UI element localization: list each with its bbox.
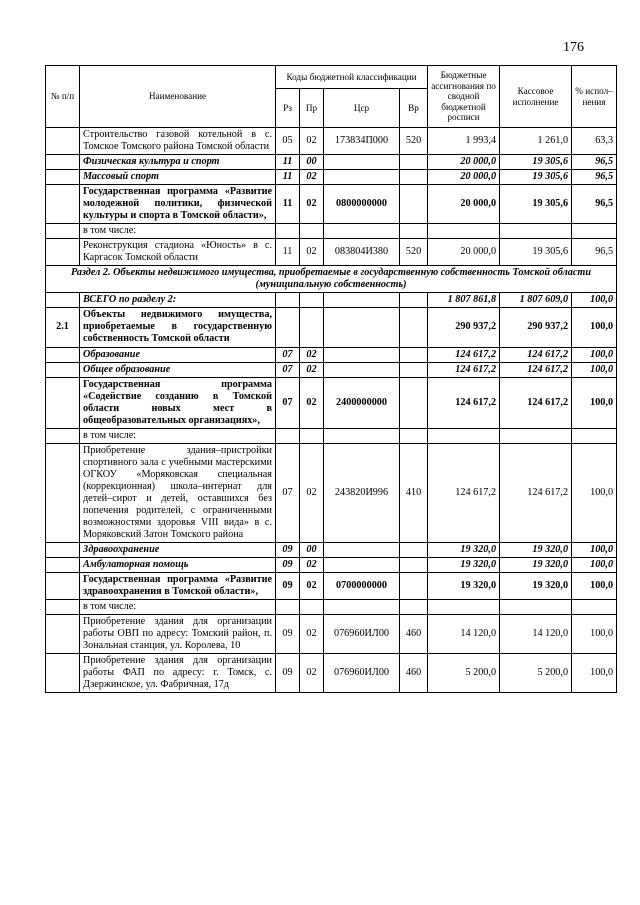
row-rz: 11 — [276, 155, 300, 170]
table-row — [46, 155, 617, 170]
row-name: Образование — [80, 347, 276, 362]
row-pct: 96,5 — [572, 185, 617, 224]
table-row — [46, 428, 617, 443]
row-csr: 076960ИЛ00 — [324, 654, 400, 693]
row-cash: 19 305,6 — [500, 185, 572, 224]
table-row — [46, 170, 617, 185]
row-assign: 124 617,2 — [428, 443, 500, 542]
header-codes-group: Коды бюджетной классификации — [276, 66, 428, 89]
header-row — [46, 66, 617, 89]
table-row — [46, 128, 617, 155]
row-csr: 076960ИЛ00 — [324, 615, 400, 654]
row-cash: 14 120,0 — [500, 615, 572, 654]
row-name: Амбулаторная помощь — [80, 558, 276, 573]
header-assign: Бюджетные ассигнования по сводной бюджетной росписи — [428, 66, 500, 128]
row-name: в том числе: — [80, 428, 276, 443]
row-assign: 124 617,2 — [428, 362, 500, 377]
row-vr: 460 — [400, 615, 428, 654]
row-assign: 20 000,0 — [428, 155, 500, 170]
row-assign: 19 320,0 — [428, 573, 500, 600]
table-row — [46, 654, 617, 693]
row-assign: 5 200,0 — [428, 654, 500, 693]
header-pct: % испол–нения — [572, 66, 617, 128]
row-cash: 19 305,6 — [500, 239, 572, 266]
row-pct: 100,0 — [572, 362, 617, 377]
row-cash: 19 320,0 — [500, 573, 572, 600]
row-pct: 96,5 — [572, 170, 617, 185]
header-num: № п/п — [46, 66, 80, 128]
table-row — [46, 224, 617, 239]
row-name: в том числе: — [80, 224, 276, 239]
row-rz: 07 — [276, 347, 300, 362]
row-assign: 20 000,0 — [428, 185, 500, 224]
row-cash: 1 261,0 — [500, 128, 572, 155]
row-pct: 100,0 — [572, 293, 617, 308]
row-pr: 02 — [300, 654, 324, 693]
header-csr: Цср — [324, 89, 400, 128]
budget-table — [45, 65, 617, 693]
row-name: Физическая культура и спорт — [80, 155, 276, 170]
row-rz: 11 — [276, 170, 300, 185]
row-pct: 100,0 — [572, 615, 617, 654]
row-pct: 100,0 — [572, 573, 617, 600]
row-name: Государственная программа «Развитие здравоохранения в Томской области», — [80, 573, 276, 600]
row-cash: 1 807 609,0 — [500, 293, 572, 308]
row-csr: 0700000000 — [324, 573, 400, 600]
table-row — [46, 573, 617, 600]
row-csr: 083804И380 — [324, 239, 400, 266]
row-rz: 07 — [276, 362, 300, 377]
row-cash: 5 200,0 — [500, 654, 572, 693]
row-name: Приобретение здания для организации работы ОВП по адресу: Томский район, п. Зональная станция, ул. Королева, 10 — [80, 615, 276, 654]
row-cash: 124 617,2 — [500, 347, 572, 362]
row-name: Строительство газовой котельной в с. Томское Томского района Томской области — [80, 128, 276, 155]
row-pct: 100,0 — [572, 308, 617, 347]
section-row — [46, 266, 617, 293]
row-assign: 1 807 861,8 — [428, 293, 500, 308]
row-assign: 1 993,4 — [428, 128, 500, 155]
row-cash: 19 305,6 — [500, 155, 572, 170]
row-name: Приобретение здания для организации работы ФАП по адресу: г. Томск, с. Дзержинское, ул. Фабричная, 17д — [80, 654, 276, 693]
page-number: 176 — [563, 40, 584, 55]
row-pct: 100,0 — [572, 347, 617, 362]
table-row — [46, 558, 617, 573]
row-num: 2.1 — [46, 308, 80, 347]
row-rz: 07 — [276, 443, 300, 542]
row-cash: 19 305,6 — [500, 170, 572, 185]
row-vr: 520 — [400, 128, 428, 155]
row-pct: 100,0 — [572, 542, 617, 557]
row-pr: 02 — [300, 347, 324, 362]
row-assign: 20 000,0 — [428, 170, 500, 185]
table-row — [46, 308, 617, 347]
row-assign: 19 320,0 — [428, 558, 500, 573]
header-cash: Кассовое исполнение — [500, 66, 572, 128]
row-cash: 19 320,0 — [500, 542, 572, 557]
row-name: Массовый спорт — [80, 170, 276, 185]
row-pr: 00 — [300, 542, 324, 557]
row-name: Реконструкция стадиона «Юность» в с. Каргасок Томской области — [80, 239, 276, 266]
table-row — [46, 347, 617, 362]
row-rz: 09 — [276, 615, 300, 654]
row-assign: 14 120,0 — [428, 615, 500, 654]
row-pct: 96,5 — [572, 155, 617, 170]
row-assign: 20 000,0 — [428, 239, 500, 266]
header-name: Наименование — [80, 66, 276, 128]
table-row — [46, 362, 617, 377]
row-cash: 19 320,0 — [500, 558, 572, 573]
table-row — [46, 615, 617, 654]
row-rz: 09 — [276, 542, 300, 557]
row-name: ВСЕГО по разделу 2: — [80, 293, 276, 308]
row-pct: 100,0 — [572, 377, 617, 428]
section-title: Раздел 2. Объекты недвижимого имущества, приобретаемые в государственную собственность Томской области (муниципальную собственность) — [46, 266, 617, 293]
row-cash: 290 937,2 — [500, 308, 572, 347]
row-pr: 02 — [300, 239, 324, 266]
row-pr: 02 — [300, 558, 324, 573]
row-pr: 02 — [300, 185, 324, 224]
table-row — [46, 443, 617, 542]
table-row — [46, 185, 617, 224]
row-pct: 100,0 — [572, 558, 617, 573]
row-pr: 02 — [300, 377, 324, 428]
row-name: Объекты недвижимого имущества, приобретаемые в государственную собственность Томской области — [80, 308, 276, 347]
row-pr: 02 — [300, 615, 324, 654]
row-pct: 100,0 — [572, 443, 617, 542]
row-pct: 96,5 — [572, 239, 617, 266]
row-vr: 460 — [400, 654, 428, 693]
row-pr: 02 — [300, 443, 324, 542]
table-row — [46, 239, 617, 266]
table-row — [46, 377, 617, 428]
row-assign: 124 617,2 — [428, 377, 500, 428]
row-rz: 07 — [276, 377, 300, 428]
row-pr: 02 — [300, 362, 324, 377]
header-pr: Пр — [300, 89, 324, 128]
header-vr: Вр — [400, 89, 428, 128]
row-csr: 2400000000 — [324, 377, 400, 428]
row-csr: 173834П000 — [324, 128, 400, 155]
row-rz: 11 — [276, 239, 300, 266]
row-rz: 11 — [276, 185, 300, 224]
row-cash: 124 617,2 — [500, 377, 572, 428]
row-assign: 124 617,2 — [428, 347, 500, 362]
row-pr: 02 — [300, 128, 324, 155]
row-name: Приобретение здания–пристройки спортивного зала с учебными мастерскими ОГКОУ «Моряковская специальная (коррекционная) школа–интернат для детей–сирот и детей, оставшихся без попечения родителей, с ограниченными возможностями здоровья VIII вида» в с. Моряковский Затон Томского района — [80, 443, 276, 542]
row-vr: 520 — [400, 239, 428, 266]
table-row — [46, 600, 617, 615]
row-pct: 100,0 — [572, 654, 617, 693]
row-pr: 02 — [300, 573, 324, 600]
row-rz: 05 — [276, 128, 300, 155]
row-name: Государственная программа «Развитие молодежной политики, физической культуры и спорта в Томской области», — [80, 185, 276, 224]
row-name: Здравоохранение — [80, 542, 276, 557]
row-name: в том числе: — [80, 600, 276, 615]
row-cash: 124 617,2 — [500, 443, 572, 542]
row-rz: 09 — [276, 654, 300, 693]
row-cash: 124 617,2 — [500, 362, 572, 377]
table-row — [46, 542, 617, 557]
row-assign: 290 937,2 — [428, 308, 500, 347]
row-csr: 0800000000 — [324, 185, 400, 224]
row-vr: 410 — [400, 443, 428, 542]
row-csr: 243820И996 — [324, 443, 400, 542]
row-pr: 02 — [300, 170, 324, 185]
row-assign: 19 320,0 — [428, 542, 500, 557]
row-name: Государственная программа «Содействие созданию в Томской области новых мест в общеобразовательных организациях», — [80, 377, 276, 428]
row-name: Общее образование — [80, 362, 276, 377]
header-rz: Рз — [276, 89, 300, 128]
row-rz: 09 — [276, 573, 300, 600]
row-pr: 00 — [300, 155, 324, 170]
row-rz: 09 — [276, 558, 300, 573]
row-pct: 63,3 — [572, 128, 617, 155]
table-row — [46, 293, 617, 308]
